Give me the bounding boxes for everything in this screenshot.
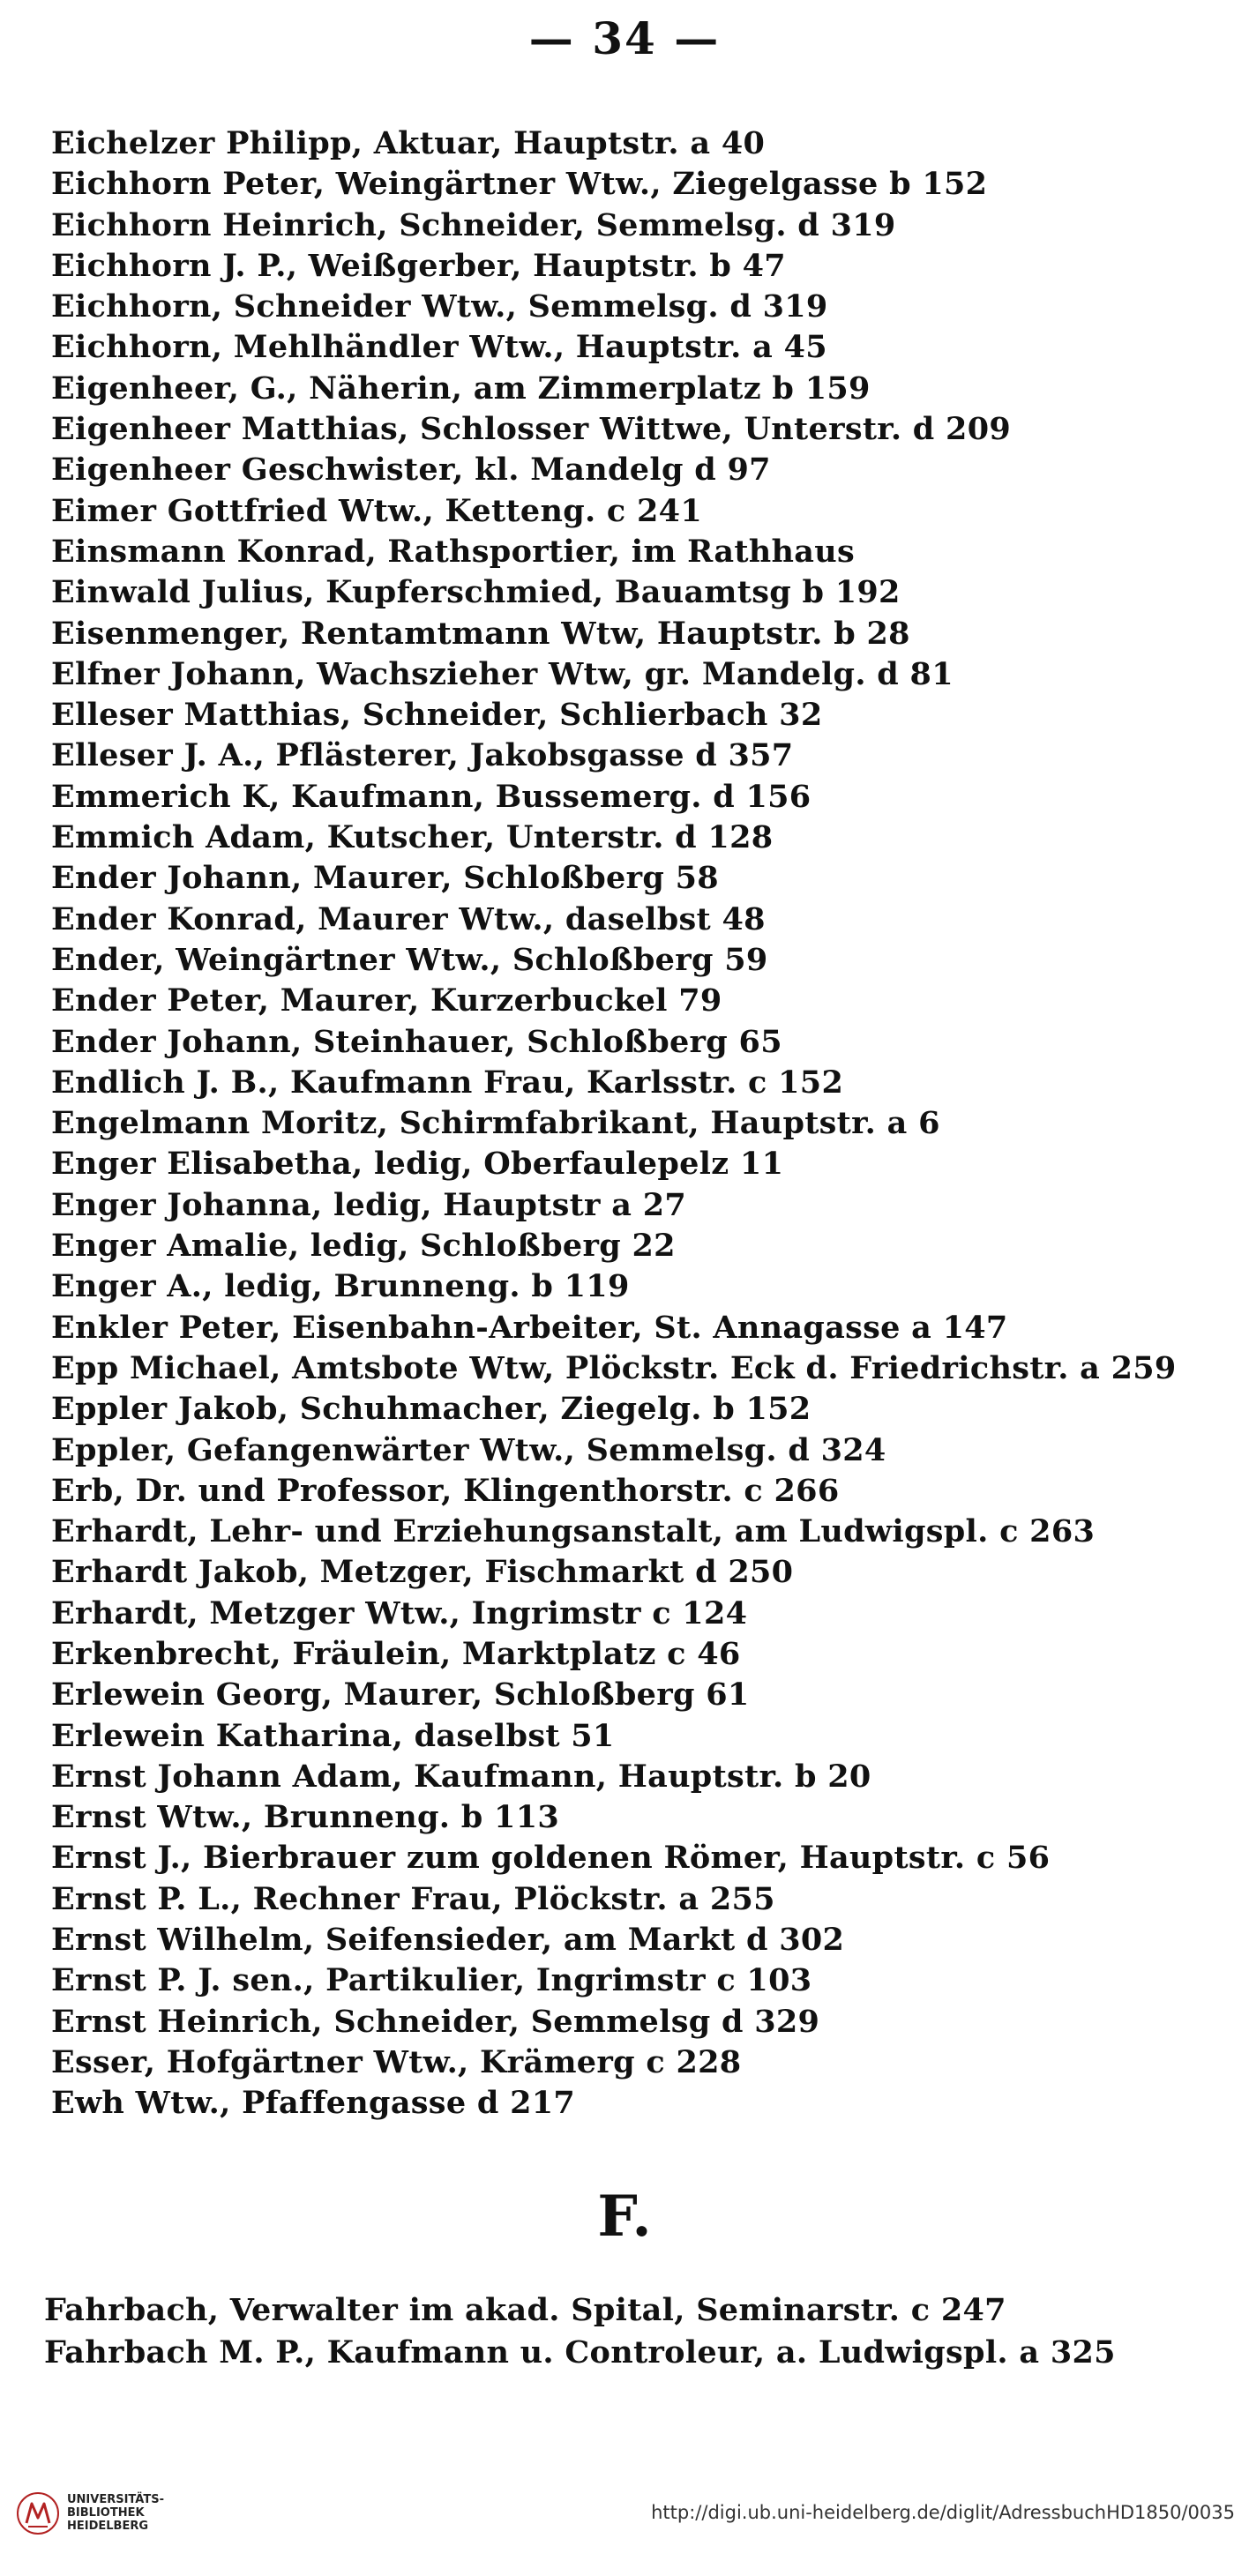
list-item: Ernst P. J. sen., Partikulier, Ingrimstr c 103 [51,1962,812,1999]
list-item: Fahrbach M. P., Kaufmann u. Controleur, a. Ludwigspl. a 325 [44,2334,1116,2371]
library-name [67,2493,164,2533]
list-item: Emmerich K, Kaufmann, Bussemerg. d 156 [51,778,811,815]
list-item: Esser, Hofgärtner Wtw., Krämerg c 228 [51,2043,742,2080]
list-item: Ernst Johann Adam, Kaufmann, Hauptstr. b 20 [51,1758,871,1795]
list-item: Eppler Jakob, Schuhmacher, Ziegelg. b 152 [51,1391,811,1428]
list-item: Eppler, Gefangenwärter Wtw., Semmelsg. d 324 [51,1431,886,1468]
page-number: — 34 — [528,12,721,64]
list-item: Erhardt Jakob, Metzger, Fischmarkt d 250 [51,1554,794,1591]
list-item: Elleser Matthias, Schneider, Schlierbach 32 [51,697,823,734]
list-item: Erhardt, Metzger Wtw., Ingrimstr c 124 [51,1594,748,1631]
list-item: Erlewein Georg, Maurer, Schloßberg 61 [51,1676,750,1714]
list-item: Elleser J. A., Pflästerer, Jakobsgasse d 357 [51,737,794,774]
list-item: Eichhorn Heinrich, Schneider, Semmelsg. d 319 [51,206,896,243]
list-item: Emmich Adam, Kutscher, Unterstr. d 128 [51,819,774,856]
list-item: Erlewein Katharina, daselbst 51 [51,1717,615,1754]
list-item: Ernst Wilhelm, Seifensieder, am Markt d 302 [51,1922,845,1959]
library-logo [16,2490,192,2542]
list-item: Ernst J., Bierbrauer zum goldenen Römer, Hauptstr. c 56 [51,1840,1051,1877]
list-item: Eichhorn, Mehlhändler Wtw., Hauptstr. a 45 [51,329,827,366]
list-item: Erb, Dr. und Professor, Klingenthorstr. c 266 [51,1472,840,1509]
logo-line: BIBLIOTHEK [67,2506,145,2520]
list-item: Epp Michael, Amtsbote Wtw, Plöckstr. Eck d. Friedrichstr. a 259 [51,1349,1177,1386]
section-heading-f: F. [597,2184,652,2250]
list-item: Ender Peter, Maurer, Kurzerbuckel 79 [51,982,722,1019]
list-item: Erkenbrecht, Fräulein, Marktplatz c 46 [51,1635,741,1672]
list-item: Ender Johann, Steinhauer, Schloßberg 65 [51,1023,782,1060]
list-item: Engelmann Moritz, Schirmfabrikant, Hauptstr. a 6 [51,1105,940,1142]
list-item: Ernst P. L., Rechner Frau, Plöckstr. a 255 [51,1880,775,1917]
logo-line: UNIVERSITÄTS- [67,2493,164,2506]
directory-entries [51,123,1224,2124]
list-item: Einwald Julius, Kupferschmied, Bauamtsg b 192 [51,574,901,611]
list-item: Eisenmenger, Rentamtmann Wtw, Hauptstr. b 28 [51,615,910,652]
list-item: Eichelzer Philipp, Aktuar, Hauptstr. a 40 [51,125,766,161]
list-item: Ender, Weingärtner Wtw., Schloßberg 59 [51,941,768,978]
list-item: Eigenheer Geschwister, kl. Mandelg d 97 [51,452,771,489]
list-item: Eimer Gottfried Wtw., Ketteng. c 241 [51,492,702,529]
list-item: Eigenheer Matthias, Schlosser Wittwe, Unterstr. d 209 [51,411,1012,448]
list-item: Enger Johanna, ledig, Hauptstr a 27 [51,1186,687,1223]
list-item: Ernst Heinrich, Schneider, Semmelsg d 329 [51,2003,820,2040]
list-item: Ender Konrad, Maurer Wtw., daselbst 48 [51,900,766,937]
university-seal-icon [16,2491,60,2535]
list-item: Eigenheer, G., Näherin, am Zimmerplatz b 159 [51,370,871,407]
list-item: Ernst Wtw., Brunneng. b 113 [51,1799,559,1836]
list-item: Enger Elisabetha, ledig, Oberfaulepelz 11 [51,1146,784,1183]
source-url-link[interactable]: http://digi.ub.uni-heidelberg.de/diglit/AdressbuchHD1850/0035 [651,2502,1235,2523]
list-item: Enkler Peter, Eisenbahn-Arbeiter, St. Annagasse a 147 [51,1309,1008,1346]
list-item: Enger Amalie, ledig, Schloßberg 22 [51,1228,676,1265]
list-item: Ender Johann, Maurer, Schloßberg 58 [51,860,719,897]
list-item: Endlich J. B., Kaufmann Frau, Karlsstr. c 152 [51,1064,844,1101]
list-item: Elfner Johann, Wachszieher Wtw, gr. Mandelg. d 81 [51,655,954,692]
list-item: Eichhorn J. P., Weißgerber, Hauptstr. b 47 [51,247,786,284]
list-item: Eichhorn Peter, Weingärtner Wtw., Ziegelgasse b 152 [51,166,988,203]
list-item: Ewh Wtw., Pfaffengasse d 217 [51,2085,576,2122]
list-item: Fahrbach, Verwalter im akad. Spital, Seminarstr. c 247 [44,2292,1006,2328]
list-item: Enger A., ledig, Brunneng. b 119 [51,1268,630,1305]
logo-line: HEIDELBERG [67,2520,149,2533]
list-item: Erhardt, Lehr- und Erziehungsanstalt, am Ludwigspl. c 263 [51,1513,1096,1550]
list-item: Eichhorn, Schneider Wtw., Semmelsg. d 319 [51,288,828,325]
list-item: Einsmann Konrad, Rathsportier, im Rathhaus [51,533,856,570]
directory-entries-f [44,2289,1226,2374]
page-footer [0,2490,1249,2542]
